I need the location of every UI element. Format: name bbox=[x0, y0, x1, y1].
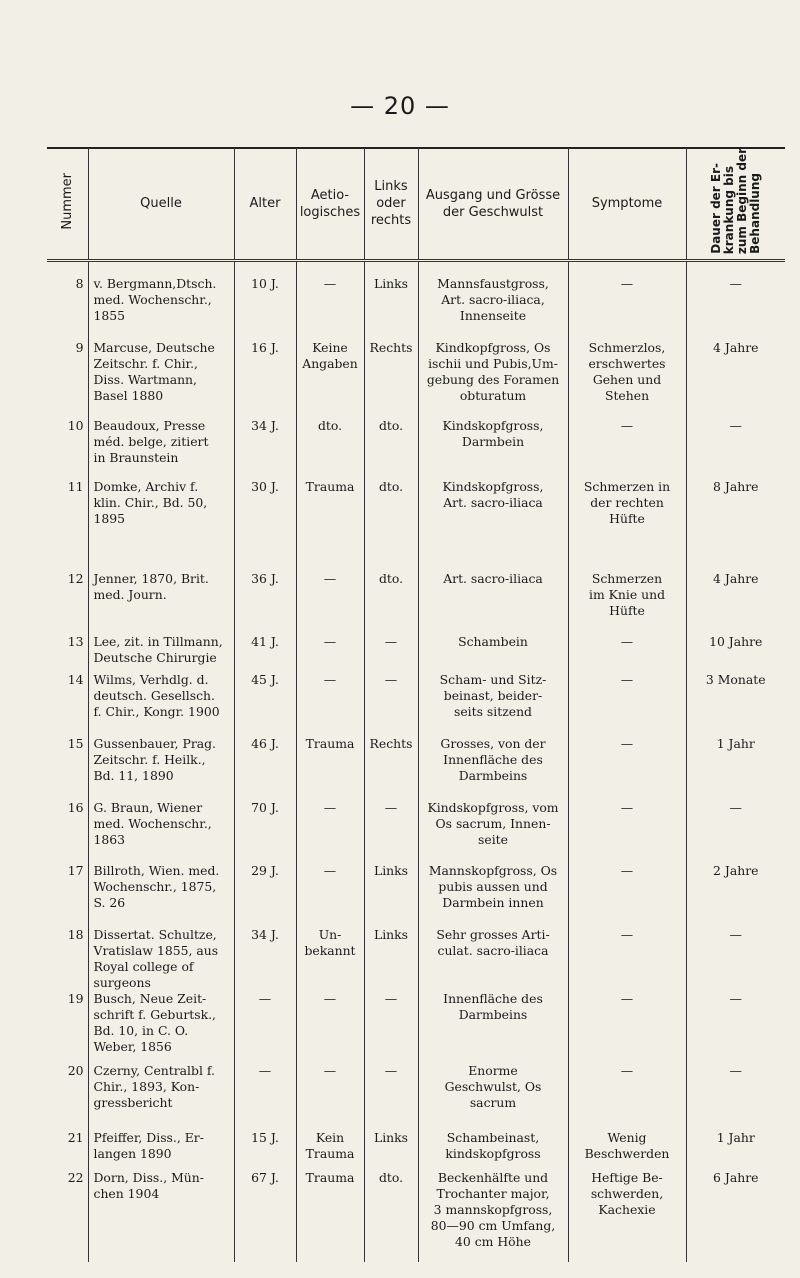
cell-quelle: Beaudoux, Presse méd. belge, zitiert in Braunstein bbox=[88, 418, 234, 479]
cell-alter: 10 J. bbox=[234, 276, 296, 340]
cell-symptome: Schmerzen im Knie und Hüfte bbox=[568, 571, 686, 634]
cell-quelle: Gussenbauer, Prag. Zeitschr. f. Heilk., Bd. 11, 1890 bbox=[88, 736, 234, 800]
cell-ausgang: Kindskopfgross, vom Os sacrum, Innen- seite bbox=[418, 800, 568, 863]
cell-aetiologisches: Un- bekannt bbox=[296, 927, 364, 991]
cell-symptome: — bbox=[568, 736, 686, 800]
cell-dauer: 3 Monate bbox=[686, 672, 785, 736]
cell-seite: — bbox=[364, 991, 418, 1063]
cell-quelle: G. Braun, Wiener med. Wochenschr., 1863 bbox=[88, 800, 234, 863]
table-row bbox=[47, 571, 785, 634]
cell-nummer: 12 bbox=[67, 571, 84, 587]
cell-aetiologisches: — bbox=[296, 1063, 364, 1130]
cell-ausgang: Kindskopfgross, Art. sacro-iliaca bbox=[418, 479, 568, 571]
cell-aetiologisches: Trauma bbox=[296, 736, 364, 800]
cell-symptome: — bbox=[568, 1063, 686, 1130]
table-row bbox=[47, 1170, 785, 1262]
cell-aetiologisches: — bbox=[296, 571, 364, 634]
cell-seite: dto. bbox=[364, 571, 418, 634]
cell-ausgang: Art. sacro-iliaca bbox=[418, 571, 568, 634]
cell-dauer: 4 Jahre bbox=[686, 340, 785, 418]
cell-dauer: 1 Jahr bbox=[686, 1130, 785, 1170]
cell-dauer: — bbox=[686, 927, 785, 991]
cell-aetiologisches: Keine Angaben bbox=[296, 340, 364, 418]
table-row bbox=[47, 800, 785, 863]
cell-dauer: 6 Jahre bbox=[686, 1170, 785, 1262]
cell-ausgang: Scham- und Sitz- beinast, beider- seits sitzend bbox=[418, 672, 568, 736]
cell-ausgang: Innenfläche des Darmbeins bbox=[418, 991, 568, 1063]
cell-quelle: Dissertat. Schultze, Vratislaw 1855, aus Royal college of surgeons bbox=[88, 927, 234, 991]
cell-symptome: — bbox=[568, 927, 686, 991]
header-nummer: Nummer bbox=[47, 148, 88, 261]
cell-nummer: 10 bbox=[67, 418, 84, 434]
header-aetiologisches: Aetio- logisches bbox=[296, 148, 364, 261]
header-alter: Alter bbox=[234, 148, 296, 261]
cell-alter: 30 J. bbox=[234, 479, 296, 571]
header-quelle: Quelle bbox=[88, 148, 234, 261]
cell-seite: Rechts bbox=[364, 340, 418, 418]
cell-seite: Rechts bbox=[364, 736, 418, 800]
cell-dauer: — bbox=[686, 418, 785, 479]
cell-quelle: Busch, Neue Zeit- schrift f. Geburtsk., Bd. 10, in C. O. Weber, 1856 bbox=[88, 991, 234, 1063]
cell-nummer: 17 bbox=[67, 863, 84, 879]
cell-ausgang: Kindskopfgross, Darmbein bbox=[418, 418, 568, 479]
cell-alter: 15 J. bbox=[234, 1130, 296, 1170]
cell-alter: 67 J. bbox=[234, 1170, 296, 1262]
cell-symptome: — bbox=[568, 276, 686, 340]
header-ausgang: Ausgang und Grösse der Geschwulst bbox=[418, 148, 568, 261]
cell-quelle: Dorn, Diss., Mün- chen 1904 bbox=[88, 1170, 234, 1262]
cell-aetiologisches: — bbox=[296, 276, 364, 340]
cell-nummer: 8 bbox=[75, 276, 84, 292]
cell-seite: Links bbox=[364, 276, 418, 340]
table-row bbox=[47, 418, 785, 479]
cell-alter: 34 J. bbox=[234, 927, 296, 991]
cell-quelle: Domke, Archiv f. klin. Chir., Bd. 50, 1895 bbox=[88, 479, 234, 571]
cell-seite: — bbox=[364, 1063, 418, 1130]
cell-alter: — bbox=[234, 991, 296, 1063]
cell-aetiologisches: — bbox=[296, 672, 364, 736]
table-row bbox=[47, 736, 785, 800]
cell-seite: dto. bbox=[364, 418, 418, 479]
cell-ausgang: Sehr grosses Arti- culat. sacro-iliaca bbox=[418, 927, 568, 991]
cell-ausgang: Schambeinast, kindskopfgross bbox=[418, 1130, 568, 1170]
cell-symptome: Heftige Be- schwerden, Kachexie bbox=[568, 1170, 686, 1262]
cell-symptome: — bbox=[568, 991, 686, 1063]
cell-nummer: 11 bbox=[67, 479, 84, 495]
case-table bbox=[47, 148, 785, 1262]
table-row bbox=[47, 634, 785, 672]
cell-nummer: 16 bbox=[67, 800, 84, 816]
header-dauer: Dauer der Er-krankung biszum Beginn derBehandlung bbox=[686, 148, 785, 261]
cell-symptome: — bbox=[568, 863, 686, 927]
cell-aetiologisches: — bbox=[296, 863, 364, 927]
table-row bbox=[47, 340, 785, 418]
cell-symptome: — bbox=[568, 672, 686, 736]
cell-dauer: 2 Jahre bbox=[686, 863, 785, 927]
cell-quelle: Lee, zit. in Tillmann, Deutsche Chirurgie bbox=[88, 634, 234, 672]
table-body bbox=[47, 261, 785, 1263]
cell-ausgang: Grosses, von der Innenfläche des Darmbeins bbox=[418, 736, 568, 800]
cell-dauer: — bbox=[686, 991, 785, 1063]
cell-alter: 34 J. bbox=[234, 418, 296, 479]
cell-seite: Links bbox=[364, 1130, 418, 1170]
cell-quelle: Jenner, 1870, Brit. med. Journ. bbox=[88, 571, 234, 634]
cell-seite: — bbox=[364, 672, 418, 736]
cell-nummer: 21 bbox=[67, 1130, 84, 1146]
cell-nummer: 14 bbox=[67, 672, 84, 688]
cell-seite: dto. bbox=[364, 1170, 418, 1262]
cell-seite: Links bbox=[364, 863, 418, 927]
spacer-row bbox=[47, 261, 785, 277]
cell-ausgang: Enorme Geschwulst, Os sacrum bbox=[418, 1063, 568, 1130]
cell-alter: 16 J. bbox=[234, 340, 296, 418]
cell-dauer: — bbox=[686, 1063, 785, 1130]
table-row bbox=[47, 1130, 785, 1170]
cell-quelle: Pfeiffer, Diss., Er- langen 1890 bbox=[88, 1130, 234, 1170]
cell-ausgang: Beckenhälfte und Trochanter major, 3 mannskopfgross, 80—90 cm Umfang, 40 cm Höhe bbox=[418, 1170, 568, 1262]
cell-seite: dto. bbox=[364, 479, 418, 571]
cell-ausgang: Schambein bbox=[418, 634, 568, 672]
table-row bbox=[47, 991, 785, 1063]
cell-nummer: 9 bbox=[75, 340, 84, 356]
cell-nummer: 20 bbox=[67, 1063, 84, 1079]
cell-alter: 41 J. bbox=[234, 634, 296, 672]
cell-nummer: 15 bbox=[67, 736, 84, 752]
cell-aetiologisches: — bbox=[296, 991, 364, 1063]
cell-symptome: — bbox=[568, 418, 686, 479]
cell-seite: — bbox=[364, 634, 418, 672]
cell-symptome: — bbox=[568, 800, 686, 863]
cell-dauer: — bbox=[686, 800, 785, 863]
cell-symptome: Schmerzen in der rechten Hüfte bbox=[568, 479, 686, 571]
table-row bbox=[47, 276, 785, 340]
header-symptome: Symptome bbox=[568, 148, 686, 261]
cell-nummer: 18 bbox=[67, 927, 84, 943]
cell-alter: — bbox=[234, 1063, 296, 1130]
table-row bbox=[47, 927, 785, 991]
cell-ausgang: Mannskopfgross, Os pubis aussen und Darmbein innen bbox=[418, 863, 568, 927]
cell-symptome: Wenig Beschwerden bbox=[568, 1130, 686, 1170]
cell-aetiologisches: — bbox=[296, 800, 364, 863]
cell-nummer: 19 bbox=[67, 991, 84, 1007]
table-row bbox=[47, 863, 785, 927]
table-row bbox=[47, 1063, 785, 1130]
cell-aetiologisches: Kein Trauma bbox=[296, 1130, 364, 1170]
cell-alter: 45 J. bbox=[234, 672, 296, 736]
cell-symptome: Schmerzlos, erschwertes Gehen und Stehen bbox=[568, 340, 686, 418]
table-row bbox=[47, 479, 785, 571]
cell-dauer: 10 Jahre bbox=[686, 634, 785, 672]
cell-quelle: Billroth, Wien. med. Wochenschr., 1875, S. 26 bbox=[88, 863, 234, 927]
cell-alter: 46 J. bbox=[234, 736, 296, 800]
cell-aetiologisches: — bbox=[296, 634, 364, 672]
cell-dauer: 1 Jahr bbox=[686, 736, 785, 800]
page-number: — 20 — bbox=[350, 92, 450, 120]
cell-nummer: 13 bbox=[67, 634, 84, 650]
cell-aetiologisches: dto. bbox=[296, 418, 364, 479]
cell-ausgang: Mannsfaustgross, Art. sacro-iliaca, Innenseite bbox=[418, 276, 568, 340]
cell-seite: Links bbox=[364, 927, 418, 991]
cell-alter: 36 J. bbox=[234, 571, 296, 634]
cell-dauer: 8 Jahre bbox=[686, 479, 785, 571]
header-row bbox=[47, 148, 785, 261]
cell-dauer: 4 Jahre bbox=[686, 571, 785, 634]
cell-alter: 70 J. bbox=[234, 800, 296, 863]
cell-symptome: — bbox=[568, 634, 686, 672]
cell-quelle: Czerny, Centralbl f. Chir., 1893, Kon- gressbericht bbox=[88, 1063, 234, 1130]
cell-quelle: Wilms, Verhdlg. d. deutsch. Gesellsch. f. Chir., Kongr. 1900 bbox=[88, 672, 234, 736]
cell-quelle: Marcuse, Deutsche Zeitschr. f. Chir., Diss. Wartmann, Basel 1880 bbox=[88, 340, 234, 418]
cell-quelle: v. Bergmann,Dtsch. med. Wochenschr., 1855 bbox=[88, 276, 234, 340]
table-row bbox=[47, 672, 785, 736]
header-seite: Links oder rechts bbox=[364, 148, 418, 261]
cell-aetiologisches: Trauma bbox=[296, 1170, 364, 1262]
cell-dauer: — bbox=[686, 276, 785, 340]
cell-nummer: 22 bbox=[67, 1170, 84, 1186]
cell-ausgang: Kindkopfgross, Os ischii und Pubis,Um- gebung des Foramen obturatum bbox=[418, 340, 568, 418]
cell-aetiologisches: Trauma bbox=[296, 479, 364, 571]
cell-seite: — bbox=[364, 800, 418, 863]
cell-alter: 29 J. bbox=[234, 863, 296, 927]
